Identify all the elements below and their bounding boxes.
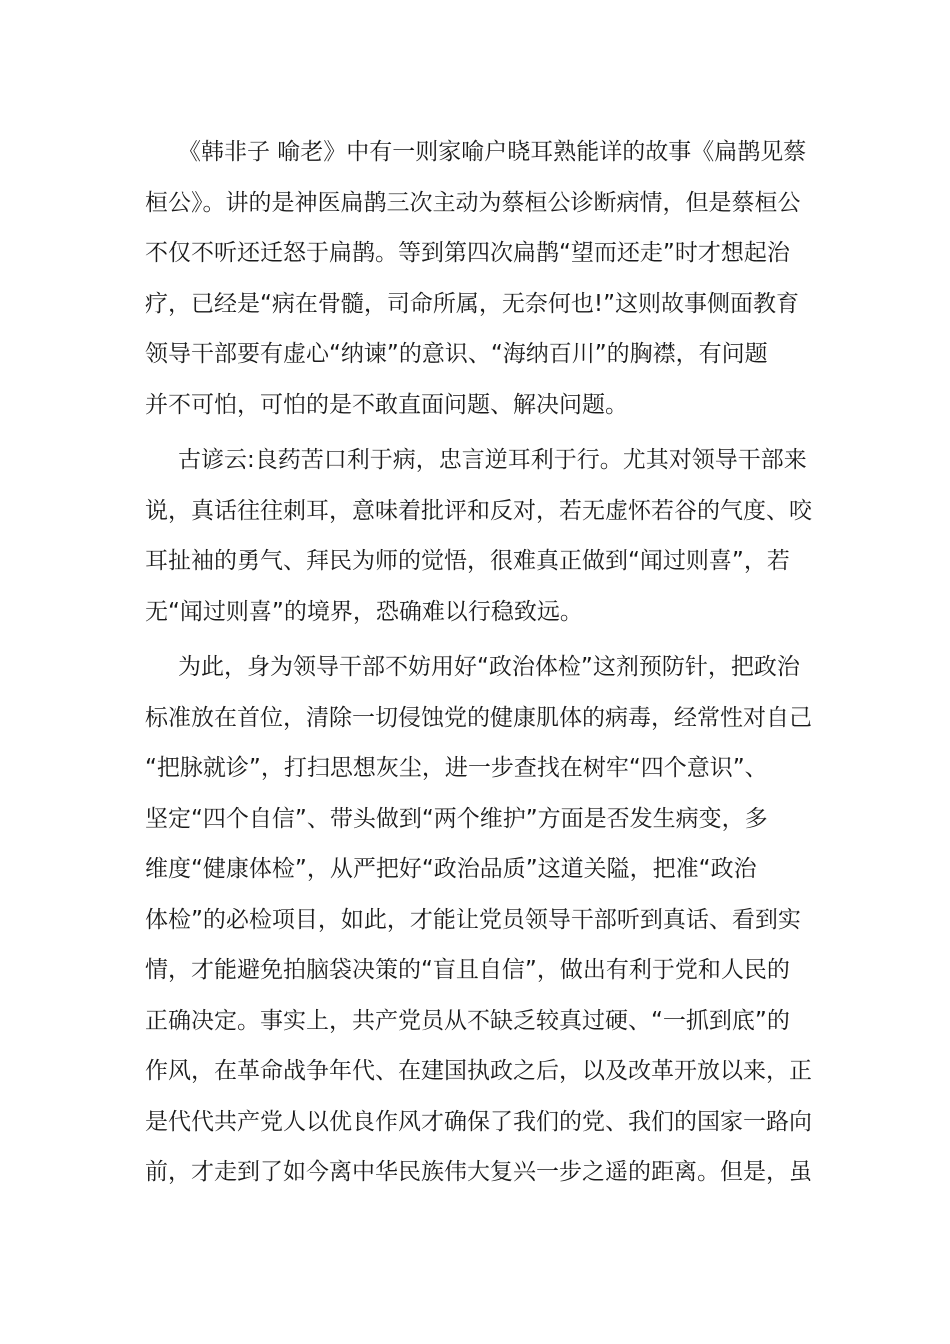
text-line: 维度“健康体检”，从严把好“政治品质”这道关隘，把准“政治 [145,856,757,882]
paragraph-1 [145,127,805,430]
text-line: 是代代共产党人以优良作风才确保了我们的党、我们的国家一路向 [145,1108,812,1135]
text-line: 古谚云:良药苦口利于病，忠言逆耳利于行。尤其对领导干部来 [178,447,807,473]
text-line: 情，才能避免拍脑袋决策的“盲且自信”，做出有利于党和人民的 [145,957,790,983]
text-line: 为此，身为领导干部不妨用好“政治体检”这剂预防针，把政治 [178,654,800,680]
paragraph-3 [145,642,812,1198]
text-line: 疗，已经是“病在骨髓，司命所属，无奈何也!”这则故事侧面教育 [145,290,800,317]
text-line: 坚定“四个自信”、带头做到“两个维护”方面是否发生病变，多 [145,805,768,832]
text-line: 并不可怕，可怕的是不敢直面问题、解决问题。 [145,391,628,418]
text-line: 作风，在革命战争年代、在建国执政之后，以及改革开放以来，正 [145,1058,812,1084]
text-line: “把脉就诊”，打扫思想灰尘，进一步查找在树牢“四个意识”、 [145,755,768,781]
text-line: 无“闻过则喜”的境界，恐确难以行稳致远。 [145,598,583,625]
text-line: 标准放在首位，清除一切侵蚀党的健康肌体的病毒，经常性对自己 [145,704,812,731]
text-line: 前，才走到了如今离中华民族伟大复兴一步之遥的距离。但是，虽 [145,1159,812,1185]
paragraph-2 [145,435,812,637]
text-line: 耳扯袖的勇气、拜民为师的觉悟，很难真正做到“闻过则喜”，若 [145,548,790,574]
text-line: 体检”的必检项目，如此，才能让党员领导干部听到真话、看到实 [145,906,801,933]
text-line: 《韩非子 喻老》中有一则家喻户晓耳熟能详的故事《扁鹊见蔡 [178,139,807,165]
text-line: 领导干部要有虚心“纳谏”的意识、“海纳百川”的胸襟，有问题 [145,341,768,367]
text-line: 桓公》。讲的是神医扁鹊三次主动为蔡桓公诊断病情，但是蔡桓公 [145,189,801,216]
document-body [145,127,812,1198]
text-line: 不仅不听还迁怒于扁鹊。等到第四次扁鹊“望而还走”时才想起治 [145,240,790,266]
text-line: 说，真话往往刺耳，意味着批评和反对，若无虚怀若谷的气度、咬 [145,497,812,524]
text-line: 正确决定。事实上，共产党员从不缺乏较真过硬、“一抓到底”的 [145,1007,790,1034]
